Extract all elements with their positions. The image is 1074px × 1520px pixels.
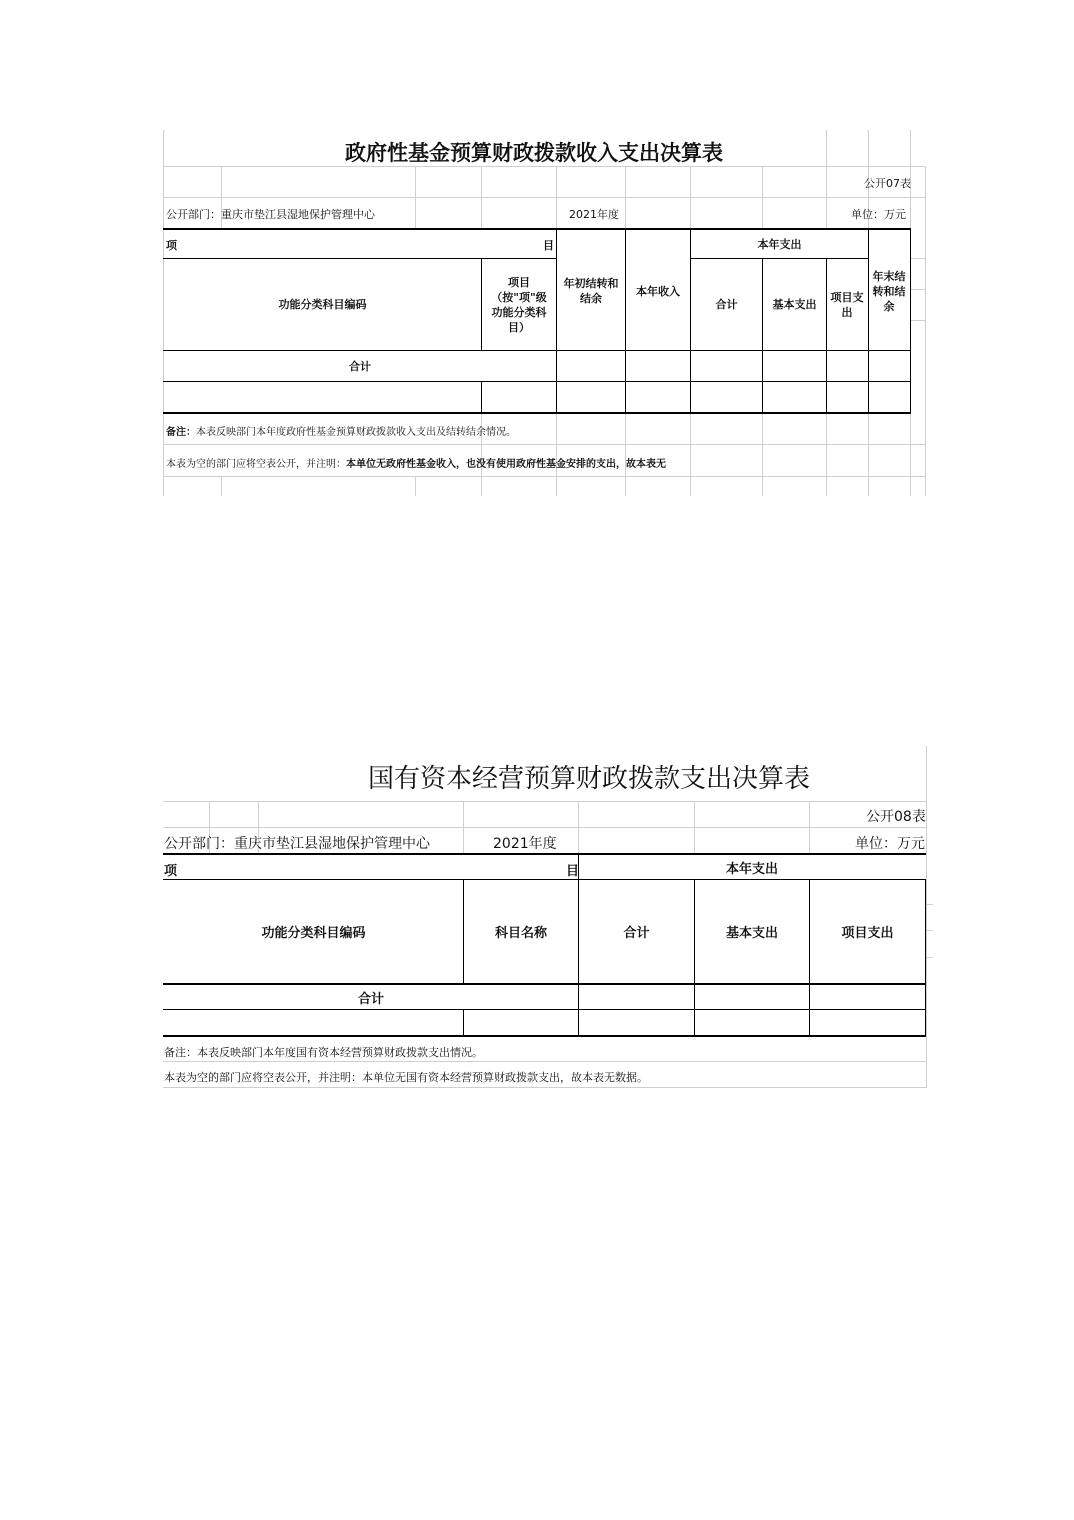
- table1-year: 2021年度: [569, 208, 619, 221]
- table2-header-mu: 目: [566, 864, 580, 879]
- table1-col-total: 合计: [715, 298, 738, 311]
- table1-col-end-balance: 年末结转和结余: [872, 269, 906, 313]
- table1-department: 公开部门：重庆市垫江县湿地保护管理中心: [166, 208, 375, 221]
- table1-note1: 本表反映部门本年度政府性基金预算财政拨款收入支出及结转结余情况。: [196, 427, 516, 438]
- table1-col-income: 本年收入: [636, 284, 680, 298]
- table1-group-expense: 本年支出: [757, 237, 802, 251]
- table2-col-code: 功能分类科目编码: [261, 926, 366, 941]
- table1-col-begin-balance: 年初结转和结余: [563, 277, 619, 305]
- table1-header-xiang: 项: [166, 239, 177, 252]
- table2-col-name: 科目名称: [494, 926, 547, 941]
- table2-group-expense: 本年支出: [725, 861, 778, 877]
- table1-row-total: 合计: [349, 359, 371, 373]
- table2-header-xiang: 项: [164, 864, 178, 879]
- table1-note2-a: 本表为空的部门应将空表公开，并注明：: [166, 459, 346, 470]
- table2-form-number: 公开08表: [866, 809, 926, 825]
- table2-title: 国有资本经营预算财政拨款支出决算表: [368, 764, 811, 794]
- table2-department: 公开部门：重庆市垫江县湿地保护管理中心: [164, 836, 430, 852]
- table1-title: 政府性基金预算财政拨款收入支出决算表: [345, 140, 723, 165]
- table2-year: 2021年度: [493, 836, 557, 852]
- table2-col-total: 合计: [623, 926, 650, 941]
- table1-note-label: 备注：: [166, 427, 196, 438]
- table1-unit: 单位：万元: [851, 208, 906, 221]
- table2-note2: 本表为空的部门应将空表公开，并注明：本单位无国有资本经营预算财政拨款支出，故本表无数据。: [164, 1071, 648, 1084]
- table1-col-basic: 基本支出: [772, 298, 817, 311]
- table1-col-item: 项目支出: [830, 290, 864, 319]
- table1-col-code: 功能分类科目编码: [278, 298, 367, 311]
- table1-col-project: 项目（按"项"级功能分类科目）: [491, 276, 547, 334]
- table2-col-item: 项目支出: [841, 926, 894, 941]
- table2-row-total: 合计: [357, 991, 384, 1007]
- table2-unit: 单位：万元: [855, 836, 925, 852]
- table1-note2-b: 本单位无政府性基金收入，也没有使用政府性基金安排的支出，故本表无: [346, 459, 666, 470]
- table1-form-number: 公开07表: [864, 177, 911, 190]
- table1-header-mu: 目: [543, 239, 554, 252]
- table2-col-basic: 基本支出: [725, 926, 778, 941]
- table2-note1: 备注：本表反映部门本年度国有资本经营预算财政拨款支出情况。: [164, 1046, 483, 1059]
